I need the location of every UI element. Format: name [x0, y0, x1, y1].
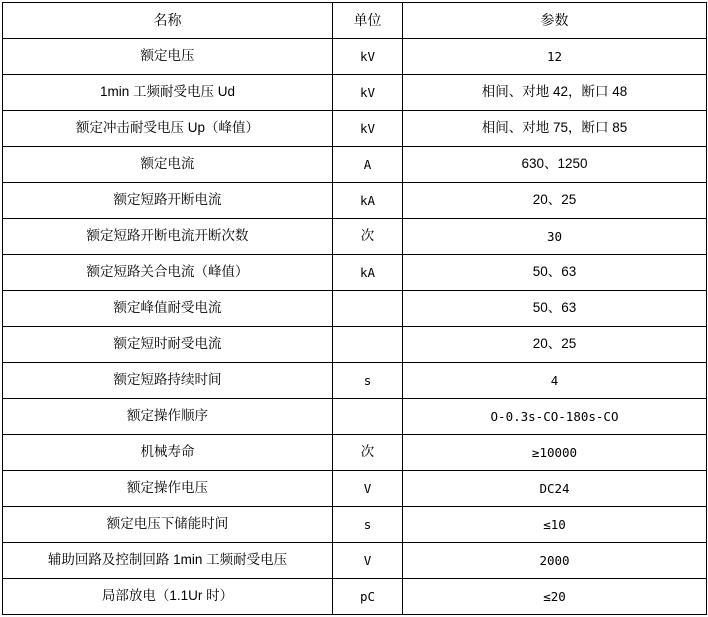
row-name: 额定冲击耐受电压 Up（峰值）	[3, 111, 333, 147]
table-row	[3, 111, 707, 147]
table-row	[3, 75, 707, 111]
table-header-row	[3, 3, 707, 39]
row-unit: pC	[333, 579, 403, 615]
row-parameter: 2000	[403, 543, 707, 579]
row-parameter: DC24	[403, 471, 707, 507]
table-row	[3, 255, 707, 291]
row-parameter: 50、63	[403, 255, 707, 291]
row-unit: kV	[333, 111, 403, 147]
row-unit	[333, 399, 403, 435]
table-row	[3, 543, 707, 579]
table-row	[3, 39, 707, 75]
row-name: 额定操作电压	[3, 471, 333, 507]
row-parameter: 相间、对地 75，断口 85	[403, 111, 707, 147]
row-parameter: 30	[403, 219, 707, 255]
table-row	[3, 435, 707, 471]
table-row	[3, 291, 707, 327]
row-unit: 次	[333, 435, 403, 471]
table-row	[3, 183, 707, 219]
table-row	[3, 399, 707, 435]
row-name: 额定峰值耐受电流	[3, 291, 333, 327]
row-parameter: O-0.3s-CO-180s-CO	[403, 399, 707, 435]
table-row	[3, 507, 707, 543]
row-parameter: ≤10	[403, 507, 707, 543]
column-header-name: 名称	[3, 3, 333, 39]
row-name: 额定电压	[3, 39, 333, 75]
column-header-parameter: 参数	[403, 3, 707, 39]
row-name: 额定短路开断电流开断次数	[3, 219, 333, 255]
table-row	[3, 147, 707, 183]
row-unit	[333, 327, 403, 363]
row-name: 额定电流	[3, 147, 333, 183]
row-unit: s	[333, 507, 403, 543]
row-name: 额定短时耐受电流	[3, 327, 333, 363]
table-row	[3, 471, 707, 507]
row-name: 额定短路持续时间	[3, 363, 333, 399]
table-body	[3, 3, 707, 615]
row-unit: 次	[333, 219, 403, 255]
row-parameter: 630、1250	[403, 147, 707, 183]
row-unit: kV	[333, 75, 403, 111]
row-parameter: 20、25	[403, 183, 707, 219]
table-row	[3, 219, 707, 255]
row-unit: V	[333, 543, 403, 579]
row-parameter: 12	[403, 39, 707, 75]
row-unit: s	[333, 363, 403, 399]
specifications-table	[2, 2, 707, 615]
row-name: 局部放电（1.1Ur 时）	[3, 579, 333, 615]
row-parameter: 50、63	[403, 291, 707, 327]
row-name: 1min 工频耐受电压 Ud	[3, 75, 333, 111]
row-unit: kA	[333, 255, 403, 291]
row-name: 额定短路开断电流	[3, 183, 333, 219]
row-parameter: ≤20	[403, 579, 707, 615]
row-name: 机械寿命	[3, 435, 333, 471]
row-name: 额定电压下储能时间	[3, 507, 333, 543]
row-unit: kV	[333, 39, 403, 75]
row-unit	[333, 291, 403, 327]
row-parameter: 20、25	[403, 327, 707, 363]
table-row	[3, 579, 707, 615]
row-unit: kA	[333, 183, 403, 219]
table-row	[3, 327, 707, 363]
table-row	[3, 363, 707, 399]
row-unit: A	[333, 147, 403, 183]
row-name: 额定操作顺序	[3, 399, 333, 435]
row-parameter: 4	[403, 363, 707, 399]
row-parameter: ≥10000	[403, 435, 707, 471]
row-name: 额定短路关合电流（峰值）	[3, 255, 333, 291]
column-header-unit: 单位	[333, 3, 403, 39]
row-unit: V	[333, 471, 403, 507]
row-name: 辅助回路及控制回路 1min 工频耐受电压	[3, 543, 333, 579]
row-parameter: 相间、对地 42，断口 48	[403, 75, 707, 111]
